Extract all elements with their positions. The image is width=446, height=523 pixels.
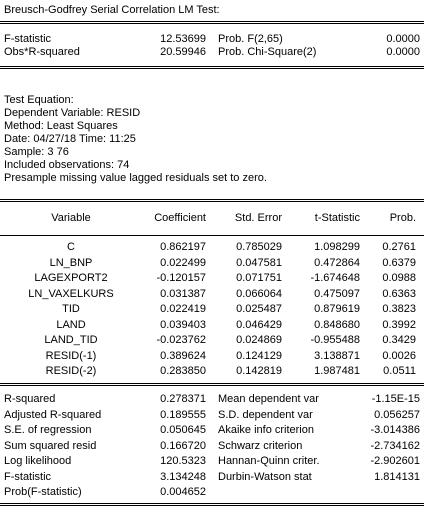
col-prob-cell: 0.0026 [382,349,416,362]
equation-info-line [0,120,424,133]
col-variable-cell: RESID(-2) [45,365,97,377]
prob-value: 0.0000 [386,33,420,45]
equation-info-line [0,107,424,120]
divider-top [0,21,424,24]
col-variable-cell: LAGEXPORT2 [34,272,108,284]
table-row [0,334,424,347]
col-std-error-cell: 0.046429 [236,318,282,331]
prob-value: 0.0000 [386,46,420,58]
summary-label: F-statistic [4,470,52,483]
table-row [0,257,424,270]
summary-label-right: Akaike info criterion [218,424,314,436]
col-std-error-cell: 0.785029 [236,241,282,253]
col-prob-cell: 0.0988 [382,272,416,284]
col-variable-cell: RESID(-1) [45,349,97,362]
stat-value: 20.59946 [160,46,206,58]
table-row [0,241,424,254]
summary-row [0,424,424,437]
prob-label: Prob. Chi-Square(2) [218,46,317,58]
summary-value: 120.5323 [160,455,206,467]
col-std-error-cell: 0.047581 [236,256,282,269]
col-std-error-cell: 0.024869 [236,334,282,346]
col-prob-cell: 0.6379 [382,256,416,269]
col-prob-cell: 0.3992 [382,318,416,331]
col-coefficient-cell: 0.389624 [160,349,206,362]
summary-value: 0.004652 [160,486,206,498]
col-prob-cell: 0.6363 [382,287,416,300]
col-variable-cell: LN_BNP [49,256,93,269]
summary-row [0,486,424,499]
summary-value: 0.189555 [160,408,206,421]
summary-value-right: -2.734162 [370,439,420,452]
summary-value-right: 1.814131 [374,470,420,483]
summary-label-right: Schwarz criterion [218,439,303,452]
table-header [0,212,424,225]
col-std-error-cell: 0.124129 [236,349,282,362]
info-text: Presample missing value lagged residuals set to zero. [4,172,267,184]
col-t-statistic-cell: -0.955488 [310,334,360,346]
col-prob-cell: 0.3429 [382,334,416,346]
summary-value-right: -3.014386 [370,424,420,436]
col-coefficient-cell: 0.862197 [160,241,206,253]
col-t-statistic-cell: 0.848680 [314,318,360,331]
col-prob-header: Prob. [389,212,416,224]
table-row [0,319,424,332]
col-coefficient-cell: 0.022419 [160,303,206,315]
summary-label: Prob(F-statistic) [4,486,82,498]
col-variable-header: Variable [51,212,91,224]
col-t-statistic-cell: 1.098299 [314,241,360,253]
summary-value: 0.166720 [160,439,206,452]
col-t-statistic-cell: 0.879619 [314,303,360,315]
col-t-statistic-header: t-Statistic [314,212,360,224]
col-t-statistic-cell: 1.987481 [314,365,360,377]
summary-value-right: -1.15E-15 [371,393,420,405]
summary-value: 3.134248 [160,470,206,483]
col-prob-cell: 0.3823 [382,303,416,315]
divider-header-bottom [0,66,424,69]
test-title: Breusch-Godfrey Serial Correlation LM Test: [4,4,220,16]
table-row [0,303,424,316]
info-text: Sample: 3 76 [4,146,69,158]
stat-value: 12.53699 [160,33,206,45]
info-text: Date: 04/27/18 Time: 11:25 [4,133,136,145]
summary-label: R-squared [4,393,56,405]
col-std-error-cell: 0.025487 [236,303,282,315]
summary-label-right: S.D. dependent var [218,408,313,421]
summary-label: Adjusted R-squared [4,408,102,421]
summary-row [0,440,424,453]
info-text: Included observations: 74 [4,159,130,171]
col-coefficient-header: Coefficient [154,212,206,224]
summary-value: 0.050645 [160,424,206,436]
col-coefficient-cell: 0.022499 [160,256,206,269]
col-prob-cell: 0.0511 [383,365,416,377]
summary-label-right: Mean dependent var [218,393,319,405]
col-variable-cell: LN_VAXELKURS [28,287,114,300]
summary-value: 0.278371 [160,393,206,405]
info-text: Dependent Variable: RESID [4,107,141,119]
prob-label: Prob. F(2,65) [218,33,283,45]
summary-row [0,409,424,422]
summary-label: Log likelihood [4,455,72,467]
equation-info-line [0,146,424,159]
stat-label: F-statistic [4,33,52,45]
table-row [0,365,424,378]
table-row [0,272,424,285]
col-variable-cell: C [67,241,75,253]
col-variable-cell: TID [62,303,80,315]
stat-label: Obs*R-squared [4,46,80,58]
summary-label-right: Hannan-Quinn criter. [218,455,320,467]
equation-info-line [0,133,424,146]
col-t-statistic-cell: -1.674648 [310,272,360,284]
summary-row [0,393,424,406]
col-variable-cell: LAND [56,318,86,331]
equation-info-line [0,94,424,107]
divider-table-top [0,199,424,202]
table-row [0,350,424,363]
divider-table-header [0,235,424,236]
summary-label: Sum squared resid [4,439,97,452]
equation-info-line [0,172,424,185]
summary-label: S.E. of regression [4,424,92,436]
table-row [0,288,424,301]
col-std-error-cell: 0.066064 [236,287,282,300]
summary-value-right: -2.902601 [370,455,420,467]
col-std-error-header: Std. Error [234,212,282,224]
col-prob-cell: 0.2761 [382,241,416,253]
summary-label-right: Durbin-Watson stat [218,470,312,483]
col-t-statistic-cell: 0.472864 [314,256,360,269]
col-coefficient-cell: -0.120157 [156,272,206,284]
divider-summary-top [0,383,424,386]
col-coefficient-cell: -0.023762 [156,334,206,346]
summary-value-right: 0.056257 [374,408,420,421]
col-t-statistic-cell: 3.138871 [314,349,360,362]
col-t-statistic-cell: 0.475097 [314,287,360,300]
col-coefficient-cell: 0.039403 [160,318,206,331]
col-std-error-cell: 0.142819 [236,365,282,377]
info-text: Method: Least Squares [4,120,118,132]
info-text: Test Equation: [4,94,74,106]
header-stat-row [0,33,424,46]
summary-row [0,471,424,484]
col-coefficient-cell: 0.031387 [160,287,206,300]
divider-bottom [0,503,424,506]
col-coefficient-cell: 0.283850 [160,365,206,377]
col-std-error-cell: 0.071751 [236,272,282,284]
header-stat-row [0,46,424,59]
col-variable-cell: LAND_TID [44,334,98,346]
summary-row [0,455,424,468]
equation-info-line [0,159,424,172]
